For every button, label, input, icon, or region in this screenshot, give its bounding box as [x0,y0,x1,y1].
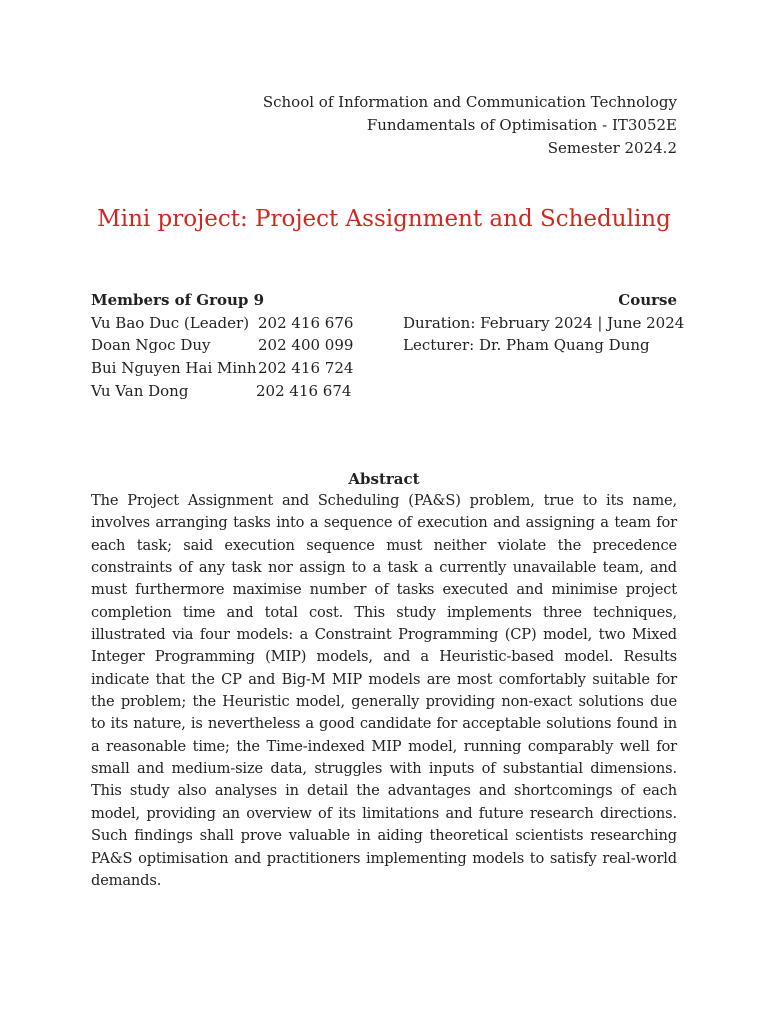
member-id: 202 416 676 [258,313,354,332]
member-id: 202 400 099 [258,336,354,355]
course-name: Fundamentals of Optimisation - IT3052E [366,116,677,134]
abstract-body: The Project Assignment and Scheduling (PA&S) problem, true to its name, involves arranging tasks into a sequence of execution and assigning a team for each task; said execution sequence must neither violate the precedence constraints of any task nor assign to a task a currently unavailable team, and must furthermore maximise number of tasks executed and minimise project completion time and total cost. This study implements three techniques, illustrated via four models: a Constraint Programming (CP) model, two Mixed Integer Programming (MIP) models, and a Heuristic-based model. Results indicate that the CP and Big-M MIP models are most comfortably suitable for the problem; the Heuristic model, generally providing non-exact solutions due to its nature, is nevertheless a good candidate for acceptable solutions found in a reasonable time; the Time-indexed MIP model, running comparably well for small and medium-size data, struggles with inputs of substantial dimensions. This study also analyses in detail the advantages and shortcomings of each model, providing an overview of its limitations and future research directions. Such findings shall prove valuable in aiding theoretical scientists researching PA&S optimisation and practitioners implementing models to satisfy real-world demands. [91,492,677,889]
member-id: 202 416 724 [258,359,354,378]
semester: Semester 2024.2 [547,139,677,157]
member-row [91,334,391,357]
member-row [91,357,391,380]
member-row [91,380,391,403]
course-block [377,289,685,357]
member-name: Doan Ngoc Duy [91,336,211,355]
school-name: School of Information and Communication Technology [262,93,677,111]
course-duration: Duration: February 2024 | June 2024 [403,313,685,332]
member-name: Vu Bao Duc (Leader) [91,313,250,332]
members-block [91,289,391,402]
institution-header [177,91,677,160]
member-id: 202 416 674 [256,381,352,400]
document-title: Mini project: Project Assignment and Scheduling [97,206,671,232]
member-name: Vu Van Dong [91,381,189,400]
course-heading: Course [618,291,677,309]
member-name: Bui Nguyen Hai Minh [91,359,257,378]
members-heading: Members of Group 9 [91,291,265,309]
course-lecturer: Lecturer: Dr. Pham Quang Dung [403,336,650,355]
member-row [91,312,391,335]
abstract-heading: Abstract [348,470,420,488]
